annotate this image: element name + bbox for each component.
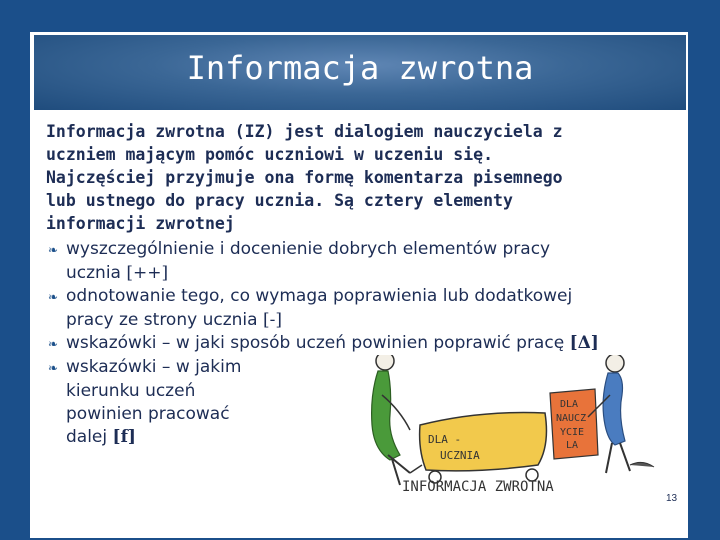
symbol-delta: [Δ] <box>569 333 599 353</box>
teacher-sign <box>550 389 598 459</box>
list-item: ❧ wskazówki – w jaki sposób uczeń powinien poprawić pracę [Δ] <box>48 332 708 356</box>
page-number: 13 <box>666 493 678 504</box>
illustration-caption: INFORMACJA ZWROTNA <box>402 479 554 495</box>
list-item: ❧ wskazówki – w jakim <box>48 356 708 380</box>
intro-line: informacji zwrotnej <box>46 214 235 233</box>
intro-line: Informacja zwrotna (IZ) jest dialogiem nauczyciela z <box>46 122 563 141</box>
symbol-f: [f] <box>112 427 136 447</box>
list-item: ❧ odnotowanie tego, co wymaga poprawienia lub dodatkowej <box>48 285 708 309</box>
student-figure <box>372 355 410 485</box>
bullet-icon: ❧ <box>48 337 59 351</box>
cart-label-1: DLA - <box>428 433 462 446</box>
bullet-icon: ❧ <box>48 243 59 257</box>
sign-text-2: NAUCZ <box>556 413 587 424</box>
bullet-icon: ❧ <box>48 361 59 375</box>
intro-line: uczniem mającym pomóc uczniowi w uczeniu się. <box>46 145 494 164</box>
sign-text-1: DLA <box>560 399 579 410</box>
intro-line: lub ustnego do pracy ucznia. Są cztery elementy <box>46 191 513 210</box>
slide-title: Informacja zwrotna <box>186 49 534 87</box>
cart-label-2: UCZNIA <box>440 449 480 462</box>
list-item: ❧ wyszczególnienie i docenienie dobrych elementów pracy <box>48 238 708 262</box>
bullet-icon: ❧ <box>48 290 59 304</box>
symbol-minus: [-] <box>262 310 282 330</box>
feedback-cartoon <box>250 355 700 505</box>
intro-line: Najczęściej przyjmuje ona formę komentarza pisemnego <box>46 168 563 187</box>
bullet-list: ❧ wyszczególnienie i docenienie dobrych elementów pracy ucznia [++] ❧ odnotowanie tego, co wymaga poprawienia lub dodatkowej pracy ze strony ucznia [-] ❧ wskazówki – w jaki sposób uczeń powinien poprawić pracę [Δ] ❧ wskazówki – w jakim kierunku uczeń powinien pracować dalej [f] <box>48 238 708 449</box>
sign-text-4: LA <box>566 440 579 451</box>
intro-paragraph <box>46 120 706 235</box>
sign-text-3: YCIE <box>560 427 585 438</box>
cart <box>410 413 546 484</box>
symbol-plus-plus: [++] <box>126 263 169 283</box>
